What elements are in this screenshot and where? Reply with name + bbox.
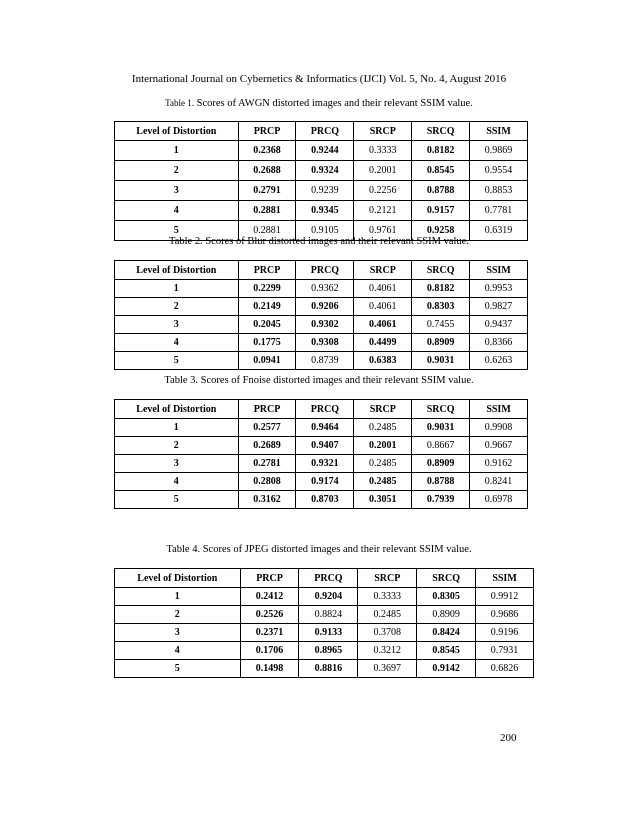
col-header-srcq: SRCQ [412,261,470,280]
srcq-cell: 0.9157 [412,201,470,221]
table-header-row [115,569,534,588]
level-cell: 4 [115,473,239,491]
col-header-prcq: PRCQ [296,261,354,280]
table-1-caption-text: Scores of AWGN distorted images and their relevant SSIM value. [196,98,473,109]
table-3-caption: Table 3. Scores of Fnoise distorted images and their relevant SSIM value. [164,375,474,386]
srcq-cell: 0.9258 [412,221,470,241]
col-header-ssim: SSIM [470,400,528,419]
srcp-cell: 0.3697 [358,660,417,678]
table-row [115,606,534,624]
srcp-cell: 0.3212 [358,642,417,660]
col-header-ssim: SSIM [476,569,534,588]
prcp-cell: 0.2808 [238,473,296,491]
srcq-cell: 0.8424 [417,624,476,642]
level-cell: 1 [115,141,239,161]
srcq-cell: 0.7455 [412,316,470,334]
level-cell: 3 [115,455,239,473]
prcp-cell: 0.2368 [238,141,296,161]
table-row [115,419,528,437]
ssim-cell: 0.8366 [470,334,528,352]
table-4-caption: Table 4. Scores of JPEG distorted images and their relevant SSIM value. [166,544,472,555]
level-cell: 1 [115,588,241,606]
level-cell: 3 [115,316,239,334]
table-2-caption: Table 2. Scores of Blur distorted images and their relevant SSIM value. [169,236,469,247]
col-header-level: Level of Distortion [115,400,239,419]
srcq-cell: 0.8788 [412,181,470,201]
col-header-prcp: PRCP [238,261,296,280]
prcp-cell: 0.2299 [238,280,296,298]
prcp-cell: 0.2149 [238,298,296,316]
srcp-cell: 0.2485 [354,455,412,473]
col-header-level: Level of Distortion [115,122,239,141]
ssim-cell: 0.9437 [470,316,528,334]
table-header-row [115,122,528,141]
table-row [115,437,528,455]
prcp-cell: 0.3162 [238,491,296,509]
col-header-prcp: PRCP [238,122,296,141]
prcq-cell: 0.8816 [299,660,358,678]
table-row [115,491,528,509]
srcp-cell: 0.6383 [354,352,412,370]
level-cell: 4 [115,642,241,660]
ssim-cell: 0.9554 [470,161,528,181]
table-row [115,624,534,642]
srcp-cell: 0.2485 [354,473,412,491]
srcq-cell: 0.8909 [412,455,470,473]
level-cell: 2 [115,606,241,624]
prcp-cell: 0.2688 [238,161,296,181]
prcq-cell: 0.9321 [296,455,354,473]
ssim-cell: 0.9953 [470,280,528,298]
prcq-cell: 0.9362 [296,280,354,298]
table-row [115,352,528,370]
journal-header: International Journal on Cybernetics & Informatics (IJCI) Vol. 5, No. 4, August 2016 [131,73,507,85]
srcq-cell: 0.8788 [412,473,470,491]
srcp-cell: 0.4061 [354,280,412,298]
col-header-ssim: SSIM [470,122,528,141]
prcp-cell: 0.2881 [238,201,296,221]
prcp-cell: 0.2526 [240,606,299,624]
ssim-cell: 0.9912 [476,588,534,606]
table-3 [114,399,528,509]
col-header-srcp: SRCP [354,261,412,280]
ssim-cell: 0.7781 [470,201,528,221]
srcq-cell: 0.8305 [417,588,476,606]
srcq-cell: 0.8545 [412,161,470,181]
table-row [115,334,528,352]
table-3-body [115,419,528,509]
level-cell: 5 [115,352,239,370]
prcp-cell: 0.1706 [240,642,299,660]
srcp-cell: 0.2256 [354,181,412,201]
prcq-cell: 0.9244 [296,141,354,161]
prcq-cell: 0.8824 [299,606,358,624]
level-cell: 4 [115,201,239,221]
table-row [115,181,528,201]
prcq-cell: 0.8965 [299,642,358,660]
table-1-caption-prefix: Table 1. [165,98,195,108]
table-1-caption [0,98,638,109]
prcq-cell: 0.9302 [296,316,354,334]
level-cell: 3 [115,624,241,642]
ssim-cell: 0.9827 [470,298,528,316]
col-header-srcp: SRCP [354,122,412,141]
col-header-prcq: PRCQ [299,569,358,588]
prcq-cell: 0.9133 [299,624,358,642]
srcp-cell: 0.3051 [354,491,412,509]
srcq-cell: 0.8182 [412,141,470,161]
ssim-cell: 0.6319 [470,221,528,241]
col-header-ssim: SSIM [470,261,528,280]
prcp-cell: 0.0941 [238,352,296,370]
ssim-cell: 0.6826 [476,660,534,678]
prcp-cell: 0.2881 [238,221,296,241]
table-row [115,298,528,316]
level-cell: 2 [115,161,239,181]
ssim-cell: 0.6978 [470,491,528,509]
table-header-row [115,261,528,280]
srcp-cell: 0.9761 [354,221,412,241]
table-4-body [115,588,534,678]
srcp-cell: 0.4061 [354,316,412,334]
prcq-cell: 0.9345 [296,201,354,221]
col-header-srcq: SRCQ [417,569,476,588]
srcp-cell: 0.4499 [354,334,412,352]
srcp-cell: 0.3708 [358,624,417,642]
table-row [115,588,534,606]
col-header-prcq: PRCQ [296,122,354,141]
srcp-cell: 0.2485 [358,606,417,624]
level-cell: 2 [115,437,239,455]
table-2 [114,260,528,370]
prcp-cell: 0.1775 [238,334,296,352]
ssim-cell: 0.9667 [470,437,528,455]
ssim-cell: 0.6263 [470,352,528,370]
col-header-srcp: SRCP [358,569,417,588]
srcq-cell: 0.9142 [417,660,476,678]
level-cell: 2 [115,298,239,316]
table-row [115,660,534,678]
table-1 [114,121,528,241]
table-row [115,642,534,660]
srcp-cell: 0.2001 [354,437,412,455]
prcq-cell: 0.9206 [296,298,354,316]
prcp-cell: 0.2791 [238,181,296,201]
ssim-cell: 0.9162 [470,455,528,473]
srcp-cell: 0.2485 [354,419,412,437]
level-cell: 3 [115,181,239,201]
prcq-cell: 0.9174 [296,473,354,491]
prcp-cell: 0.2781 [238,455,296,473]
srcp-cell: 0.4061 [354,298,412,316]
table-4 [114,568,534,678]
ssim-cell: 0.9196 [476,624,534,642]
table-row [115,141,528,161]
table-row [115,316,528,334]
col-header-level: Level of Distortion [115,569,241,588]
table-row [115,473,528,491]
col-header-srcq: SRCQ [412,400,470,419]
prcq-cell: 0.9105 [296,221,354,241]
ssim-cell: 0.9908 [470,419,528,437]
prcq-cell: 0.8739 [296,352,354,370]
table-header-row [115,400,528,419]
srcq-cell: 0.8182 [412,280,470,298]
level-cell: 1 [115,280,239,298]
col-header-srcq: SRCQ [412,122,470,141]
col-header-srcp: SRCP [354,400,412,419]
table-row [115,161,528,181]
level-cell: 4 [115,334,239,352]
col-header-prcq: PRCQ [296,400,354,419]
srcq-cell: 0.9031 [412,419,470,437]
srcp-cell: 0.3333 [358,588,417,606]
prcq-cell: 0.9204 [299,588,358,606]
table-row [115,280,528,298]
prcp-cell: 0.2577 [238,419,296,437]
srcq-cell: 0.8909 [417,606,476,624]
prcp-cell: 0.2412 [240,588,299,606]
table-row [115,455,528,473]
ssim-cell: 0.8241 [470,473,528,491]
prcq-cell: 0.9464 [296,419,354,437]
col-header-level: Level of Distortion [115,261,239,280]
level-cell: 5 [115,221,239,241]
table-row [115,201,528,221]
prcq-cell: 0.9324 [296,161,354,181]
col-header-prcp: PRCP [238,400,296,419]
prcq-cell: 0.9308 [296,334,354,352]
prcp-cell: 0.2689 [238,437,296,455]
prcq-cell: 0.9407 [296,437,354,455]
ssim-cell: 0.9869 [470,141,528,161]
srcq-cell: 0.8909 [412,334,470,352]
level-cell: 1 [115,419,239,437]
prcq-cell: 0.9239 [296,181,354,201]
level-cell: 5 [115,660,241,678]
srcp-cell: 0.3333 [354,141,412,161]
prcp-cell: 0.2371 [240,624,299,642]
srcq-cell: 0.8545 [417,642,476,660]
col-header-prcp: PRCP [240,569,299,588]
page-number: 200 [500,732,517,744]
ssim-cell: 0.7931 [476,642,534,660]
ssim-cell: 0.8853 [470,181,528,201]
prcq-cell: 0.8703 [296,491,354,509]
prcp-cell: 0.1498 [240,660,299,678]
srcq-cell: 0.8303 [412,298,470,316]
ssim-cell: 0.9686 [476,606,534,624]
srcp-cell: 0.2001 [354,161,412,181]
srcq-cell: 0.8667 [412,437,470,455]
table-1-body [115,141,528,241]
srcq-cell: 0.9031 [412,352,470,370]
table-2-body [115,280,528,370]
srcq-cell: 0.7939 [412,491,470,509]
level-cell: 5 [115,491,239,509]
srcp-cell: 0.2121 [354,201,412,221]
prcp-cell: 0.2045 [238,316,296,334]
